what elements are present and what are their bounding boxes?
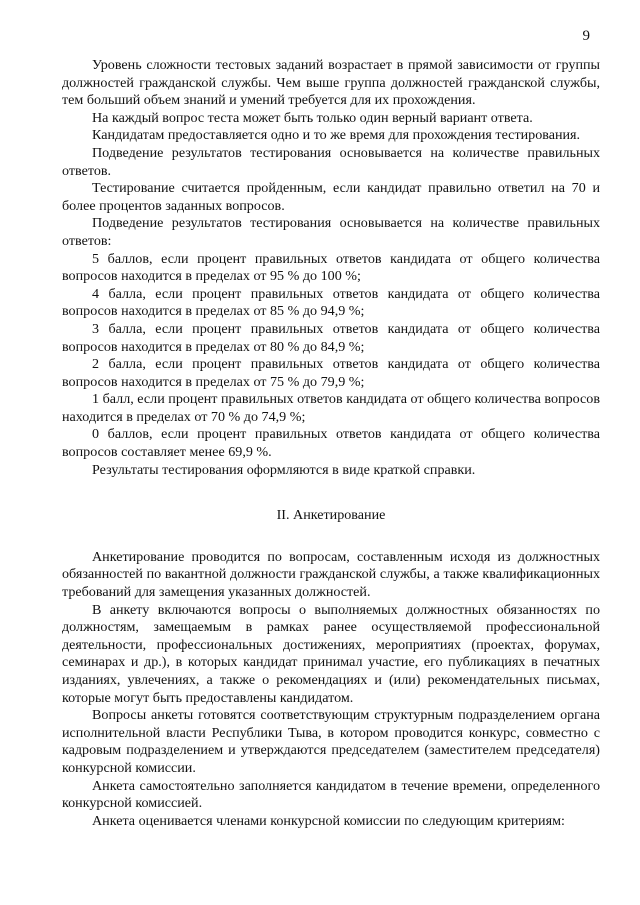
- paragraph: Анкета самостоятельно заполняется кандидатом в течение времени, определенного конкурсной комиссией.: [62, 777, 600, 812]
- paragraph: Подведение результатов тестирования основывается на количестве правильных ответов.: [62, 144, 600, 179]
- paragraph: В анкету включаются вопросы о выполняемых должностных обязанностях по должностям, замещаемым в рамках ранее осуществляемой профессиональной деятельности, профессиональных достижениях, мероприятиях (проектах, форумах, семинарах и др.), в которых кандидат принимал участие, его публикациях в печатных изданиях, увлечениях, а также о рекомендациях и (или) рекомендательных письмах, которые могут быть предоставлены кандидатом.: [62, 601, 600, 706]
- document-body: [62, 57, 600, 830]
- paragraph: Тестирование считается пройденным, если кандидат правильно ответил на 70 и более процентов заданных вопросов.: [62, 180, 600, 214]
- score-item: 0 баллов, если процент правильных ответов кандидата от общего количества вопросов составляет менее 69,9 %.: [62, 426, 600, 461]
- page-number: 9: [582, 28, 590, 44]
- paragraph: Анкета оценивается членами конкурсной комиссии по следующим критериям:: [92, 812, 565, 829]
- score-item: 2 балла, если процент правильных ответов кандидата от общего количества вопросов находится в пределах от 75 % до 79,9 %;: [62, 356, 600, 390]
- paragraph: Подведение результатов тестирования основывается на количестве правильных ответов:: [62, 215, 600, 249]
- paragraph: Вопросы анкеты готовятся соответствующим структурным подразделением органа исполнительной власти Республики Тыва, в котором проводится конкурс, совместно с кадровым подразделением и утверждаются председателем (заместителем председателя) конкурсной комиссии.: [62, 707, 600, 776]
- paragraph: Уровень сложности тестовых заданий возрастает в прямой зависимости от группы должностей гражданской службы. Чем выше группа должностей гражданской службы, тем больший объем знаний и умений требуется для их прохождения.: [62, 57, 600, 109]
- score-item: 4 балла, если процент правильных ответов кандидата от общего количества вопросов находится в пределах от 85 % до 94,9 %;: [62, 285, 600, 320]
- paragraph: Результаты тестирования оформляются в виде краткой справки.: [92, 461, 476, 478]
- section-heading: II. Анкетирование: [276, 507, 386, 524]
- paragraph: Кандидатам предоставляется одно и то же время для прохождения тестирования.: [92, 127, 581, 144]
- score-item: 5 баллов, если процент правильных ответов кандидата от общего количества вопросов находится в пределах от 95 % до 100 %;: [62, 250, 600, 285]
- score-item: 3 балла, если процент правильных ответов кандидата от общего количества вопросов находится в пределах от 80 % до 84,9 %;: [62, 320, 600, 355]
- score-item: 1 балл, если процент правильных ответов кандидата от общего количества вопросов находится в пределах от 70 % до 74,9 %;: [62, 391, 600, 425]
- paragraph: Анкетирование проводится по вопросам, составленным исходя из должностных обязанностей по вакантной должности гражданской службы, а также квалификационных требований для замещения указанных должностей.: [62, 548, 600, 601]
- paragraph: На каждый вопрос теста может быть только один верный вариант ответа.: [92, 109, 533, 126]
